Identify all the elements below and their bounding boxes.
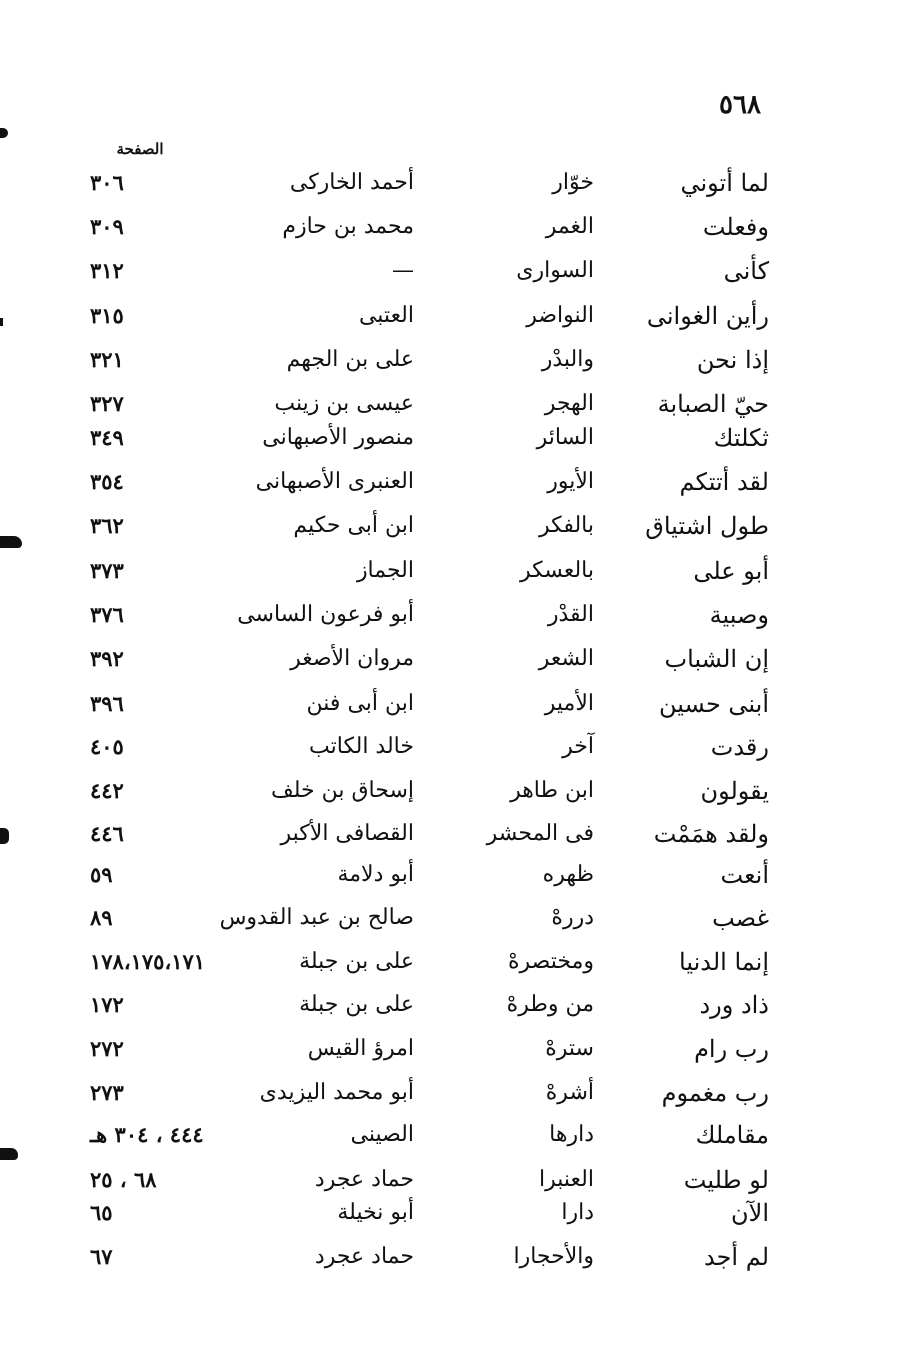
- first-words-cell: ولقد همَمْت: [653, 820, 769, 848]
- page-cell-wrapper: [90, 771, 290, 811]
- rhyme-word-cell: القدْر: [547, 602, 594, 627]
- table-row: [0, 551, 909, 591]
- poet-name-cell: القصافى الأكبر: [280, 821, 414, 846]
- poet-name-cell: الصينى: [350, 1122, 414, 1147]
- poet-name-cell: إسحاق بن خلف: [270, 778, 414, 803]
- first-words-cell: رقدت: [710, 733, 769, 761]
- first-words-cell: رب مغموم: [661, 1079, 769, 1107]
- page-reference-cell: ٣٤٩: [90, 425, 124, 450]
- rhyme-word-cell: النواضر: [526, 303, 594, 328]
- page-reference-cell: ٤٤٢: [90, 778, 124, 803]
- page-reference-cell: ٣٢٧: [90, 391, 124, 416]
- rhyme-word-cell: أشرهْ: [545, 1080, 594, 1105]
- poet-name-cell: أحمد الخاركى: [289, 170, 414, 195]
- page-reference-cell: ٥٩: [90, 862, 113, 887]
- page-cell-wrapper: [90, 1237, 290, 1277]
- first-words-cell: أبو على: [693, 557, 769, 585]
- poet-name-cell: حماد عجرد: [314, 1167, 414, 1192]
- first-words-cell: يقولون: [700, 777, 769, 805]
- poet-name-cell: مروان الأصغر: [290, 646, 414, 671]
- table-row: [0, 727, 909, 767]
- page-cell-wrapper: [90, 855, 290, 895]
- table-row: [0, 1029, 909, 1069]
- first-words-cell: أبنى حسين: [659, 690, 769, 718]
- page-cell-wrapper: [90, 1193, 290, 1233]
- page-cell-wrapper: [90, 814, 290, 854]
- poet-name-cell: على بن جبلة: [299, 992, 414, 1017]
- rhyme-word-cell: السائر: [536, 425, 594, 450]
- first-words-cell: لما أتوني: [680, 169, 769, 197]
- first-words-cell: ثكلتك: [713, 424, 769, 452]
- table-row: [0, 207, 909, 247]
- rhyme-word-cell: السوارى: [516, 258, 594, 283]
- page-reference-cell: ٣٠٦: [90, 170, 124, 195]
- page-cell-wrapper: [90, 1115, 290, 1155]
- poet-name-cell: ابن أبى فنن: [306, 691, 414, 716]
- page-reference-cell: ٣٥٤: [90, 469, 124, 494]
- table-row: [0, 251, 909, 291]
- poet-name-cell: امرؤ القيس: [307, 1036, 414, 1061]
- table-row: [0, 340, 909, 380]
- page-reference-cell: ٣٧٣: [90, 558, 124, 583]
- first-words-cell: لقد أتتكم: [679, 468, 769, 496]
- page-cell-wrapper: [90, 462, 290, 502]
- poet-name-cell: العنبرى الأصبهانى: [255, 469, 414, 494]
- first-words-cell: وفعلت: [702, 213, 769, 241]
- page-cell-wrapper: [90, 207, 290, 247]
- rhyme-word-cell: دررهْ: [551, 905, 594, 930]
- table-row: [0, 1115, 909, 1155]
- page-number: ٥٦٨: [719, 90, 761, 120]
- table-row: [0, 855, 909, 895]
- page-cell-wrapper: [90, 942, 290, 982]
- first-words-cell: حيّ الصبابة: [657, 390, 769, 418]
- page-reference-cell: ٣٠٩: [90, 214, 124, 239]
- page-reference-cell: ٢٧٣: [90, 1080, 124, 1105]
- poet-name-cell: محمد بن حازم: [282, 214, 414, 239]
- table-row: [0, 163, 909, 203]
- page-cell-wrapper: [90, 551, 290, 591]
- first-words-cell: غصب: [712, 904, 769, 932]
- first-words-cell: كأنى: [723, 257, 769, 285]
- first-words-cell: الآن: [731, 1199, 769, 1227]
- poet-name-cell: عيسى بن زينب: [274, 391, 414, 416]
- rhyme-word-cell: ابن طاهر: [510, 778, 594, 803]
- page-cell-wrapper: [90, 340, 290, 380]
- rhyme-word-cell: سترهْ: [545, 1036, 594, 1061]
- table-row: [0, 942, 909, 982]
- page-reference-cell: ١٧٨،١٧٥،١٧١: [90, 949, 206, 974]
- rhyme-word-cell: بالفكر: [539, 513, 594, 538]
- poet-name-cell: أبو نخيلة: [337, 1200, 414, 1225]
- poet-name-cell: خالد الكاتب: [309, 734, 414, 759]
- page-reference-cell: ٦٥: [90, 1200, 113, 1225]
- poet-name-cell: منصور الأصبهانى: [262, 425, 414, 450]
- poet-name-cell: صالح بن عبد القدوس: [219, 905, 414, 930]
- first-words-cell: وصبية: [709, 601, 769, 629]
- page-cell-wrapper: [90, 727, 290, 767]
- poet-name-cell: —: [392, 258, 414, 283]
- page-reference-cell: ٤٠٥: [90, 734, 124, 759]
- poet-name-cell: أبو محمد اليزيدى: [259, 1080, 414, 1105]
- page-cell-wrapper: [90, 163, 290, 203]
- page-reference-cell: ٤٤٤ ، ٣٠٤ هـ: [90, 1122, 204, 1147]
- rhyme-word-cell: من وطرهْ: [506, 992, 594, 1017]
- page-cell-wrapper: [90, 1073, 290, 1113]
- page-reference-cell: ٢٧٢: [90, 1036, 124, 1061]
- first-words-cell: ذاد ورد: [699, 991, 769, 1019]
- page-reference-cell: ٣١٢: [90, 258, 124, 283]
- rhyme-word-cell: الأيور: [547, 469, 594, 494]
- rhyme-word-cell: خوّار: [552, 170, 594, 195]
- first-words-cell: رأين الغوانى: [646, 302, 769, 330]
- rhyme-word-cell: الشعر: [538, 646, 594, 671]
- rhyme-word-cell: ظهره: [542, 862, 594, 887]
- page-reference-cell: ٣٩٢: [90, 646, 124, 671]
- rhyme-word-cell: العنبرا: [539, 1167, 594, 1192]
- table-row: [0, 1237, 909, 1277]
- page-cell-wrapper: [90, 418, 290, 458]
- page-cell-wrapper: [90, 296, 290, 336]
- first-words-cell: طول اشتياق: [645, 512, 769, 540]
- table-row: [0, 462, 909, 502]
- page-cell-wrapper: [90, 595, 290, 635]
- poet-name-cell: حماد عجرد: [314, 1244, 414, 1269]
- table-row: [0, 684, 909, 724]
- poet-name-cell: أبو دلامة: [337, 862, 414, 887]
- page-reference-cell: ٤٤٦: [90, 821, 124, 846]
- page-reference-cell: ٣٦٢: [90, 513, 124, 538]
- rhyme-word-cell: فى المحشر: [486, 821, 594, 846]
- table-row: [0, 506, 909, 546]
- rhyme-word-cell: والأحجارا: [513, 1244, 594, 1269]
- first-words-cell: مقاملك: [695, 1121, 769, 1149]
- table-row: [0, 1193, 909, 1233]
- rhyme-word-cell: ومختصرهْ: [508, 949, 594, 974]
- page-reference-cell: ٦٧: [90, 1244, 113, 1269]
- rhyme-word-cell: والبدْر: [541, 347, 594, 372]
- rhyme-word-cell: الغمر: [545, 214, 594, 239]
- poet-name-cell: على بن الجهم: [286, 347, 414, 372]
- rhyme-word-cell: دارها: [549, 1122, 594, 1147]
- page-cell-wrapper: [90, 506, 290, 546]
- poet-name-cell: على بن جبلة: [299, 949, 414, 974]
- table-row: [0, 814, 909, 854]
- rhyme-word-cell: الهجر: [544, 391, 594, 416]
- page-cell-wrapper: [90, 684, 290, 724]
- first-words-cell: لم أجد: [703, 1243, 769, 1271]
- page-reference-cell: ٦٨ ، ٢٥: [90, 1167, 157, 1192]
- page-reference-cell: ٨٩: [90, 905, 113, 930]
- first-words-cell: إنما الدنيا: [679, 948, 769, 976]
- rhyme-word-cell: آخر: [562, 734, 594, 759]
- table-row: [0, 985, 909, 1025]
- table-row: [0, 639, 909, 679]
- table-row: [0, 296, 909, 336]
- page-cell-wrapper: [90, 898, 290, 938]
- page-reference-cell: ٣٧٦: [90, 602, 124, 627]
- table-row: [0, 898, 909, 938]
- page-cell-wrapper: [90, 251, 290, 291]
- rhyme-word-cell: دارا: [561, 1200, 594, 1225]
- first-words-cell: رب رام: [694, 1035, 769, 1063]
- page-reference-cell: ١٧٢: [90, 992, 124, 1017]
- rhyme-word-cell: الأمير: [544, 691, 594, 716]
- rhyme-word-cell: بالعسكر: [519, 558, 594, 583]
- poet-name-cell: الجماز: [356, 558, 414, 583]
- first-words-cell: إذا نحن: [696, 346, 769, 374]
- page-reference-cell: ٣٢١: [90, 347, 124, 372]
- first-words-cell: لو طليت: [683, 1166, 769, 1194]
- first-words-cell: أنعت: [720, 861, 769, 889]
- poet-name-cell: العتبى: [358, 303, 414, 328]
- page-reference-cell: ٣١٥: [90, 303, 124, 328]
- page-cell-wrapper: [90, 1029, 290, 1069]
- first-words-cell: إن الشباب: [664, 645, 769, 673]
- page-reference-cell: ٣٩٦: [90, 691, 124, 716]
- table-row: [0, 595, 909, 635]
- page-column-header: الصفحة: [116, 140, 164, 158]
- page-cell-wrapper: [90, 639, 290, 679]
- poet-name-cell: أبو فرعون الساسى: [237, 602, 414, 627]
- poet-name-cell: ابن أبى حكيم: [293, 513, 414, 538]
- table-row: [0, 771, 909, 811]
- page-cell-wrapper: [90, 985, 290, 1025]
- table-row: [0, 1073, 909, 1113]
- table-row: [0, 418, 909, 458]
